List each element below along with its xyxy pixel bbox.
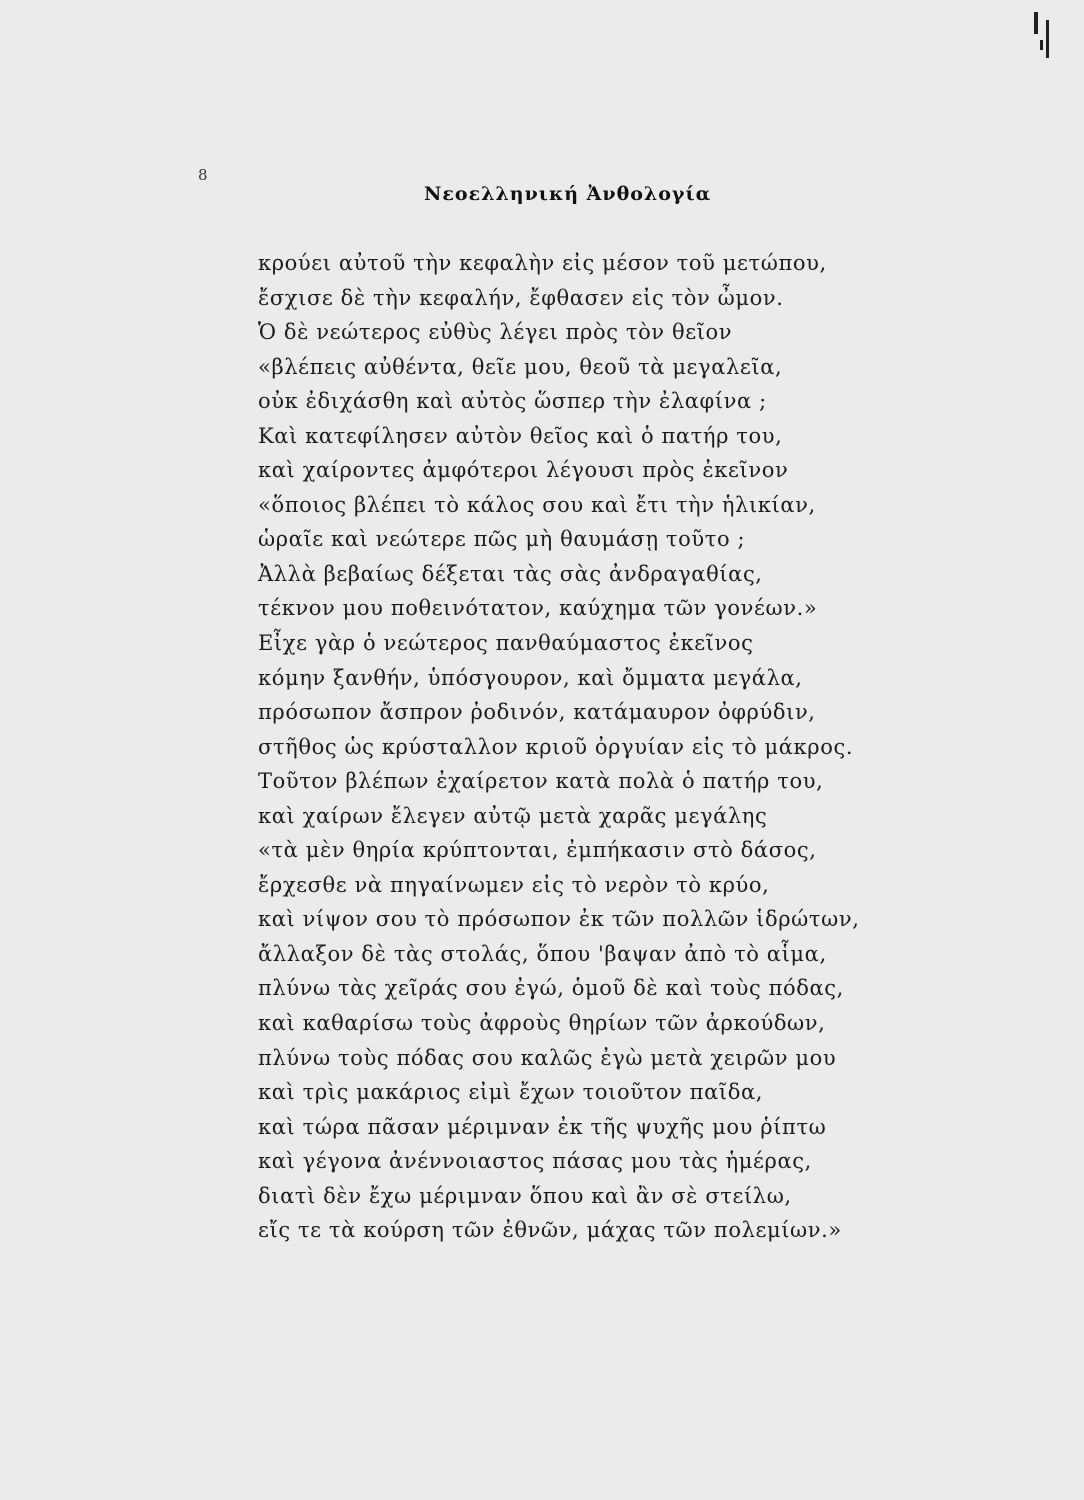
poem-line: κόμην ξανθήν, ὑπόσγουρον, καὶ ὄμματα μεγάλα, (258, 665, 803, 690)
scan-mark (1040, 40, 1043, 50)
poem-line: καὶ γέγονα ἀνέννοιαστος πάσας μου τὰς ἡμέρας, (258, 1149, 812, 1174)
poem-line: διατὶ δὲν ἔχω μέριμναν ὅπου καὶ ἂν σὲ στείλω, (258, 1183, 792, 1208)
poem-line: καὶ χαίροντες ἀμφότεροι λέγουσι πρὸς ἐκεῖνον (258, 458, 789, 483)
poem-line: εἴς τε τὰ κούρση τῶν ἐθνῶν, μάχας τῶν πολεμίων.» (258, 1218, 842, 1243)
poem-line: πλύνω τοὺς πόδας σου καλῶς ἐγὼ μετὰ χειρῶν μου (258, 1045, 837, 1070)
poem-line: τέκνον μου ποθεινότατον, καύχημα τῶν γονέων.» (258, 596, 818, 621)
poem-line: καὶ νίψον σου τὸ πρόσωπον ἐκ τῶν πολλῶν ἱδρώτων, (258, 907, 860, 932)
poem-line: Ἀλλὰ βεβαίως δέξεται τὰς σὰς ἀνδραγαθίας, (258, 561, 763, 586)
poem-line: «βλέπεις αὐθέντα, θεῖε μου, θεοῦ τὰ μεγαλεῖα, (258, 354, 783, 379)
poem-line: οὐκ ἐδιχάσθη καὶ αὐτὸς ὥσπερ τὴν ἐλαφίνα ; (258, 389, 767, 414)
poem-line: κρούει αὐτοῦ τὴν κεφαλὴν εἰς μέσον τοῦ μετώπου, (258, 251, 827, 275)
poem-line: Καὶ κατεφίλησεν αὐτὸν θεῖος καὶ ὁ πατήρ του, (258, 423, 783, 448)
poem-line: Τοῦτον βλέπων ἐχαίρετον κατὰ πολὰ ὁ πατήρ του, (258, 769, 824, 794)
page-number: 8 (198, 166, 208, 184)
poem-line: καὶ τώρα πᾶσαν μέριμναν ἐκ τῆς ψυχῆς μου ῥίπτω (258, 1114, 827, 1139)
poem-line: ὡραῖε καὶ νεώτερε πῶς μὴ θαυμάσῃ τοῦτο ; (258, 527, 746, 552)
poem-line: πλύνω τὰς χεῖράς σου ἐγώ, ὁμοῦ δὲ καὶ τοὺς πόδας, (258, 976, 844, 1001)
poem-line: «τὰ μὲν θηρία κρύπτονται, ἐμπήκασιν στὸ δάσος, (258, 838, 817, 863)
poem-line: ἔσχισε δὲ τὴν κεφαλήν, ἔφθασεν εἰς τὸν ὦμον. (258, 285, 784, 310)
poem-line: πρόσωπον ἄσπρον ῥοδινόν, κατάμαυρον ὀφρύδιν, (258, 700, 816, 725)
poem-line: καὶ καθαρίσω τοὺς ἀφροὺς θηρίων τῶν ἀρκούδων, (258, 1011, 826, 1036)
scan-mark (1046, 20, 1049, 58)
running-head: Νεοελληνική Ἀνθολογία (424, 183, 712, 205)
poem-text (258, 246, 948, 1248)
poem-line: στῆθος ὡς κρύσταλλον κριοῦ ὀργυίαν εἰς τὸ μάκρος. (258, 734, 854, 759)
poem-line: Ὁ δὲ νεώτερος εὐθὺς λέγει πρὸς τὸν θεῖον (258, 320, 733, 345)
poem-line: «ὅποιος βλέπει τὸ κάλος σου καὶ ἔτι τὴν ἡλικίαν, (258, 492, 816, 517)
poem-line: καὶ τρὶς μακάριος εἰμὶ ἔχων τοιοῦτον παῖδα, (258, 1080, 763, 1105)
poem-line: Εἶχε γὰρ ὁ νεώτερος πανθαύμαστος ἐκεῖνος (258, 631, 754, 656)
scan-mark (1034, 12, 1038, 34)
poem-line: καὶ χαίρων ἔλεγεν αὐτῷ μετὰ χαρᾶς μεγάλης (258, 803, 768, 828)
poem-line: ἔρχεσθε νὰ πηγαίνωμεν εἰς τὸ νερὸν τὸ κρύο, (258, 872, 770, 897)
poem-line: ἄλλαξον δὲ τὰς στολάς, ὅπου 'βαψαν ἀπὸ τὸ αἷμα, (258, 941, 827, 966)
